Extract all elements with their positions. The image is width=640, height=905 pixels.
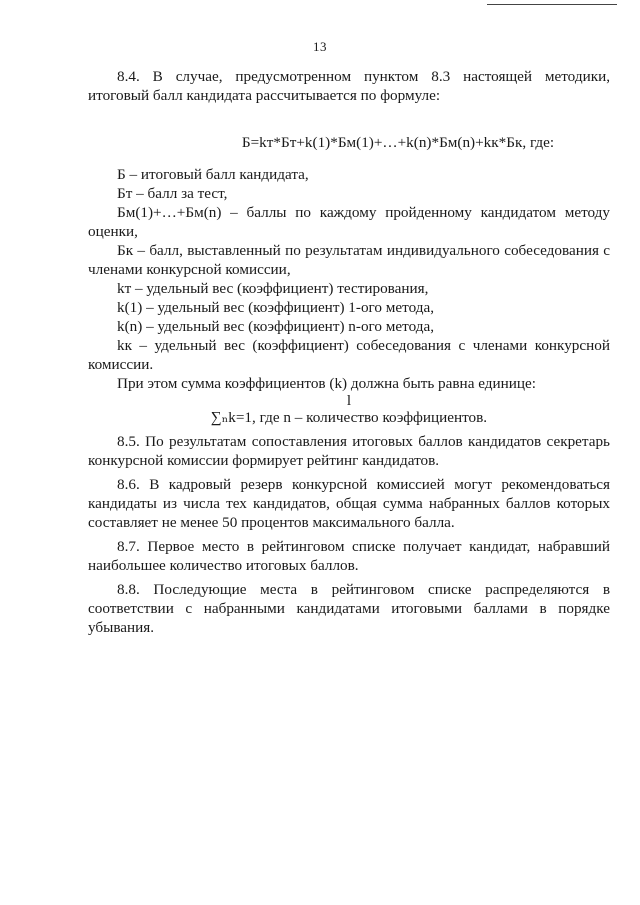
paragraph-8-7: 8.7. Первое место в рейтинговом списке получает кандидат, набравший наибольшее количество итоговых баллов.	[88, 538, 610, 574]
definition-test-score: Бт – балл за тест,	[117, 185, 228, 202]
definition-interview-weight: kк – удельный вес (коэффициент) собеседования с членами конкурсной комиссии.	[88, 337, 610, 373]
header-rule	[487, 4, 617, 5]
definition-test-weight: kт – удельный вес (коэффициент) тестирования,	[117, 280, 429, 297]
definition-total-score: Б – итоговый балл кандидата,	[117, 166, 309, 183]
paragraph-8-4: 8.4. В случае, предусмотренном пунктом 8.3 настоящей методики, итоговый балл кандидата рассчитывается по формуле:	[88, 68, 610, 104]
sum-intro: При этом сумма коэффициентов (k) должна быть равна единице:	[117, 375, 536, 392]
paragraph-8-6: 8.6. В кадровый резерв конкурсной комиссией могут рекомендоваться кандидаты из числа тех кандидатов, общая сумма набранных баллов которых составляет не менее 50 процентов максимального балла.	[88, 476, 610, 531]
definition-method1-weight: k(1) – удельный вес (коэффициент) 1-ого метода,	[117, 299, 434, 316]
sum-formula: ∑ₙk=1, где n – количество коэффициентов.	[210, 409, 488, 426]
paragraph-8-5: 8.5. По результатам сопоставления итоговых баллов кандидатов секретарь конкурсной комиссии формирует рейтинг кандидатов.	[88, 433, 610, 469]
document-body	[88, 67, 610, 637]
definition-method-scores: Бм(1)+…+Бм(n) – баллы по каждому пройденному кандидатом методу оценки,	[88, 204, 610, 240]
paragraph-8-8: 8.8. Последующие места в рейтинговом списке распределяются в соответствии с набранными кандидатами итоговыми баллами в порядке убывания.	[88, 581, 610, 636]
definition-methodn-weight: k(n) – удельный вес (коэффициент) n-ого метода,	[117, 318, 434, 335]
definition-interview-score: Бк – балл, выставленный по результатам индивидуального собеседования с членами конкурсной комиссии,	[88, 242, 610, 278]
page-number: 13	[313, 39, 327, 54]
sum-upper-limit: l	[346, 392, 352, 409]
score-formula: Б=kт*Бт+k(1)*Бм(1)+…+k(n)*Бм(n)+kк*Бк, где:	[241, 134, 555, 151]
